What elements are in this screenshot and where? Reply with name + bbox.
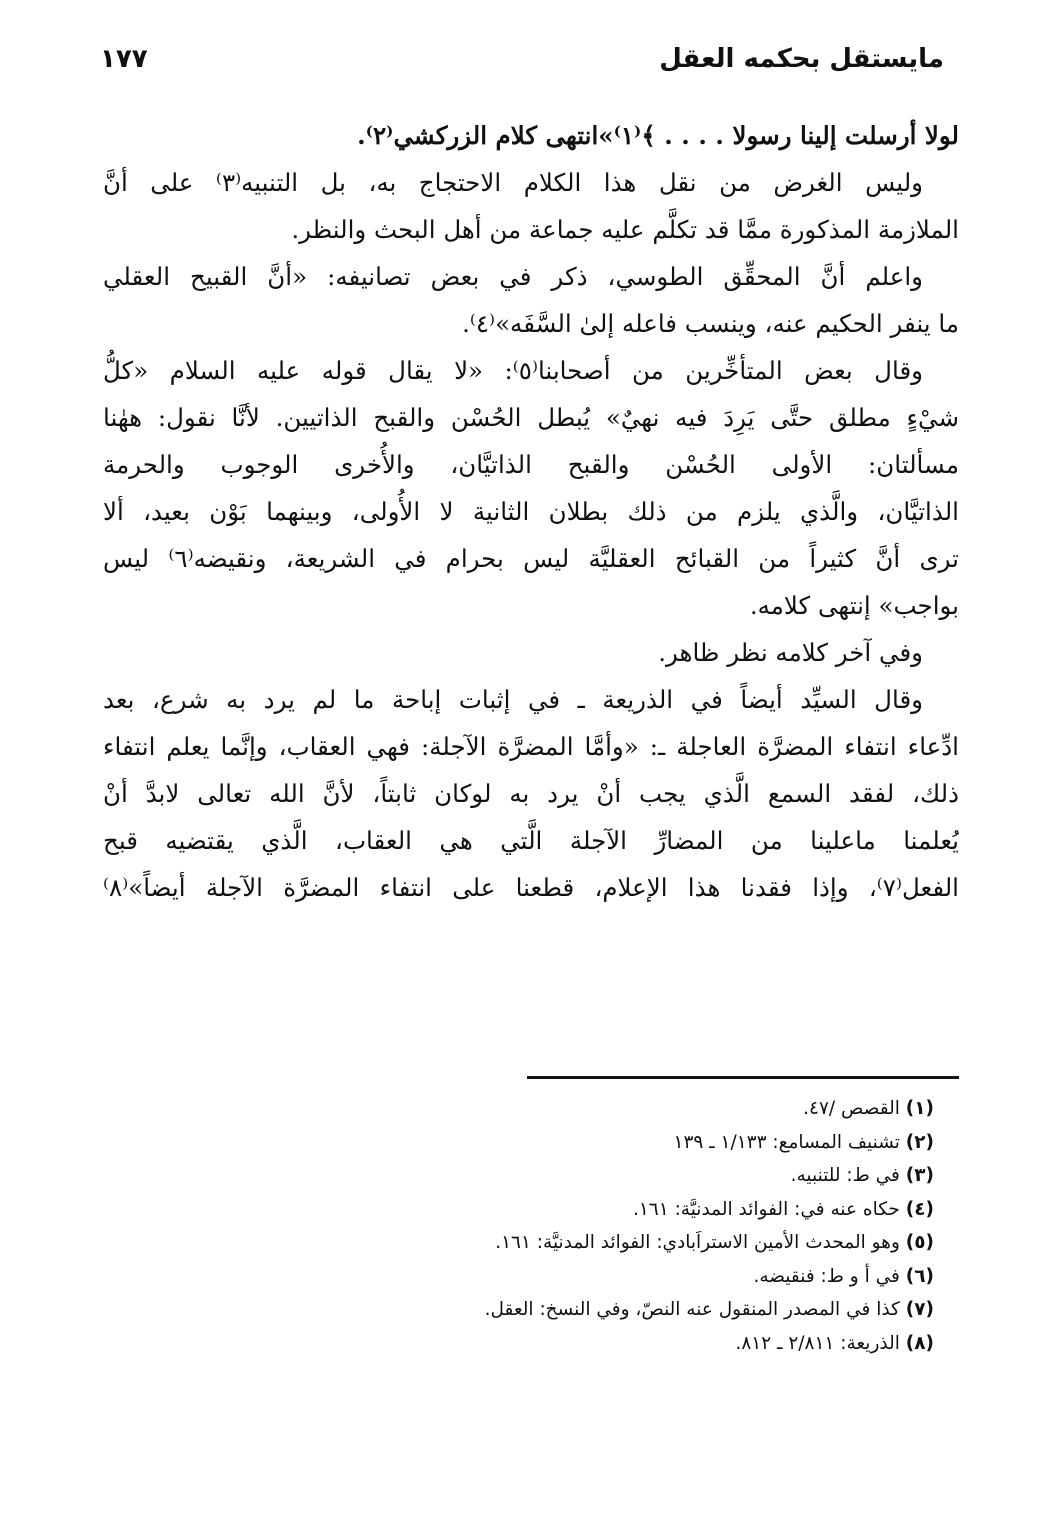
footnote-number: (٦) xyxy=(905,1265,934,1287)
footnotes xyxy=(114,1092,934,1360)
page-header xyxy=(100,44,944,88)
footnote xyxy=(114,1092,934,1126)
footnote-text: في ط: للتنبيه. xyxy=(790,1165,900,1186)
footnote xyxy=(114,1260,934,1294)
running-title: مايستقل بحكمه العقل xyxy=(659,44,944,74)
text-line: بواجب» إنتهى كلامه. xyxy=(749,591,959,620)
text-line: ذلك، لفقد السمع الَّذي يجب أنْ يرد به لوكان ثابتاً، لأنَّ الله تعالى لابدَّ أنْ xyxy=(103,779,959,808)
footnote-text: الذريعة: ٢/٨١١ ـ ٨١٢. xyxy=(735,1332,900,1354)
text-line: مسألتان: الأولى الحُسْن والقبح الذاتيَّان، والأُخرى الوجوب والحرمة xyxy=(103,450,959,479)
text-line: يُعلمنا ماعلينا من المضارِّ الآجلة الَّتي هي العقاب، الَّذي يقتضيه قبح xyxy=(103,826,959,855)
text-line: لولا أرسلت إلينا رسولا . . . . ﴾⁽١⁾»انتهى كلام الزركشي⁽٢⁾. xyxy=(357,121,959,150)
text-line: الملازمة المذكورة ممَّا قد تكلَّم عليه جماعة من أهل البحث والنظر. xyxy=(291,215,959,244)
footnote-number: (١) xyxy=(905,1098,934,1119)
footnote-text: وهو المحدث الأمين الاستراَبادي: الفوائد المدنيَّة: ١٦١. xyxy=(495,1232,900,1253)
footnote xyxy=(114,1327,934,1361)
footnote-divider xyxy=(527,1076,959,1079)
footnote-text: في أ و ط: فنقيضه. xyxy=(753,1265,900,1287)
footnote xyxy=(114,1159,934,1193)
text-line: واعلم أنَّ المحقِّق الطوسي، ذكر في بعض تصانيفه: «أنَّ القبيح العقلي xyxy=(103,262,923,291)
footnote-text: كذا في المصدر المنقول عنه النصّ، وفي النسخ: العقل. xyxy=(484,1299,900,1320)
footnote-number: (٥) xyxy=(905,1232,934,1253)
footnote xyxy=(114,1226,934,1260)
text-line: ترى أنَّ كثيراً من القبائح العقليَّة ليس بحرام في الشريعة، ونقيضه⁽٦⁾ ليس xyxy=(103,544,959,573)
text-line: ما ينفر الحكيم عنه، وينسب فاعله إلىٰ السَّفَه»⁽٤⁾. xyxy=(462,309,959,338)
footnote-text: حكاه عنه في: الفوائد المدنيَّة: ١٦١. xyxy=(632,1198,900,1220)
footnote-number: (٤) xyxy=(905,1198,934,1220)
footnote-text: تشنيف المسامع: ١/١٣٣ ـ ١٣٩ xyxy=(673,1131,900,1153)
text-line: الفعل⁽٧⁾، وإذا فقدنا هذا الإعلام، قطعنا على انتفاء المضرَّة الآجلة أيضاً»⁽٨⁾ xyxy=(103,873,959,902)
footnote xyxy=(114,1293,934,1327)
text-line: وقال السيِّد أيضاً في الذريعة ـ في إثبات إباحة ما لم يرد به شرع، بعد xyxy=(103,685,923,714)
text-line: وفي آخر كلامه نظر ظاهر. xyxy=(658,638,923,667)
page-number: ١٧٧ xyxy=(100,44,148,74)
text-line: وقال بعض المتأخِّرين من أصحابنا⁽٥⁾: «لا يقال قوله عليه السلام «كلُّ xyxy=(103,356,923,385)
text-line: ادِّعاء انتفاء المضرَّة العاجلة ـ: «وأمَّا المضرَّة الآجلة: فهي العقاب، وإنَّما يعلم انتفاء xyxy=(103,732,959,761)
footnote-number: (٧) xyxy=(905,1299,934,1320)
footnote-text: القصص /٤٧. xyxy=(803,1098,900,1119)
text-line: وليس الغرض من نقل هذا الكلام الاحتجاج به، بل التنبيه⁽٣⁾ على أنَّ xyxy=(103,168,923,197)
text-line: شيْءٍ مطلق حتَّى يَرِدَ فيه نهيٌ» يُبطل الحُسْن والقبح الذاتيين. لأنَّا نقول: ههٰنا xyxy=(103,403,959,432)
footnote xyxy=(114,1126,934,1160)
text-line: الذاتيَّان، والَّذي يلزم من ذلك بطلان الثانية لا الأُولى، وبينهما بَوْن بعيد، ألا xyxy=(103,497,959,526)
footnote xyxy=(114,1193,934,1227)
footnote-number: (٨) xyxy=(905,1332,934,1354)
main-text xyxy=(103,112,959,911)
footnote-number: (٣) xyxy=(905,1165,934,1186)
footnote-number: (٢) xyxy=(905,1131,934,1153)
